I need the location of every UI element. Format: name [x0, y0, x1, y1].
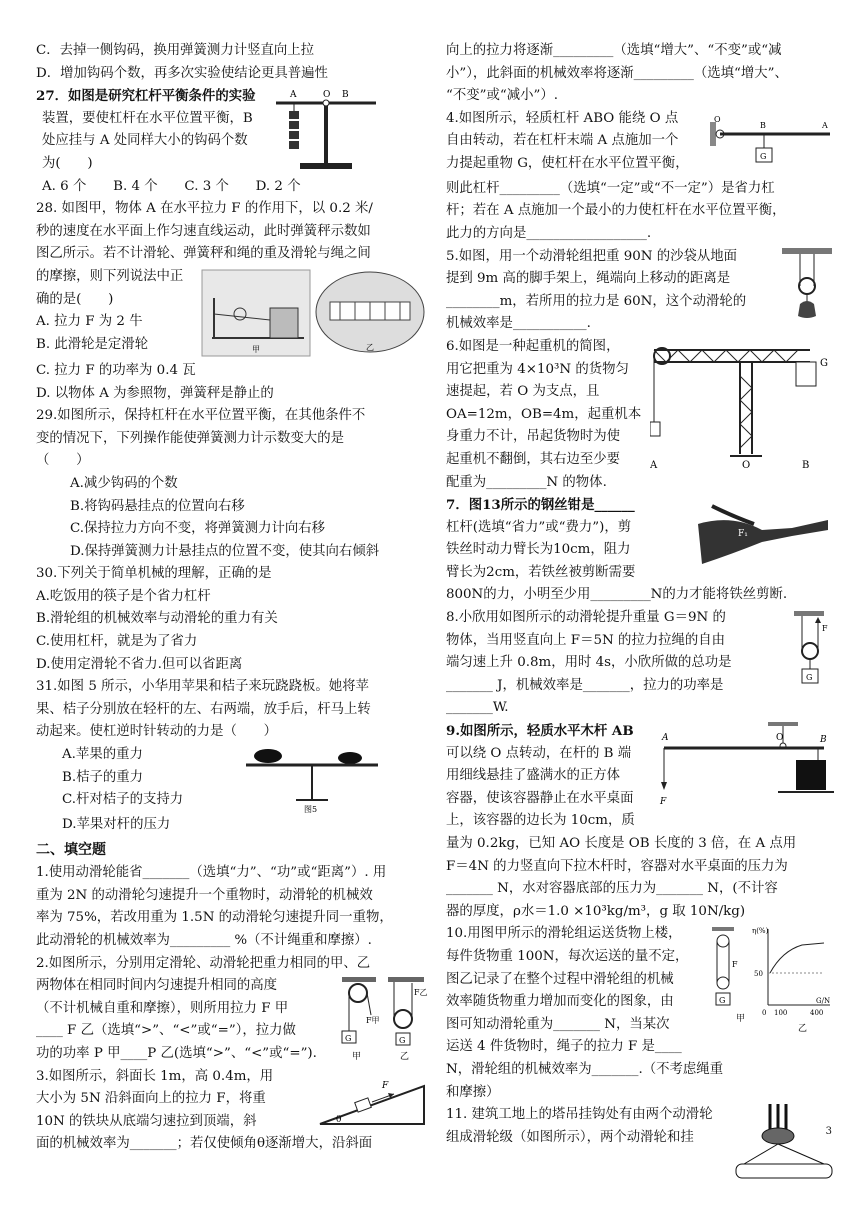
q28-label-jia: 甲: [252, 344, 260, 354]
fill10-line-8: 和摩擦）: [446, 1084, 500, 1100]
fill4-label-b: B: [760, 120, 766, 130]
q26-option-c: C．去掉一侧钩码，换用弹簧测力计竖直向上拉: [36, 43, 315, 58]
fill10-label-100: 100: [774, 1009, 788, 1018]
q27-block: [36, 85, 428, 175]
q30-stem: 30.下列关于简单机械的理解，正确的是: [36, 566, 272, 582]
q27-label-o: O: [323, 90, 331, 101]
fill3-line-4: 面的机械效率为_______；若仅使倾角θ逐渐增大，沿斜面: [36, 1136, 373, 1152]
fill8-block: [446, 607, 834, 720]
fill6-line-5: 身重力不计，吊起货物时为使: [446, 429, 621, 445]
fill11-line-1: 11. 建筑工地上的塔吊挂钩处有由两个动滑轮: [446, 1107, 713, 1123]
fill10-line-4: 效率随货物重力增加而变化的图象，由: [446, 994, 674, 1010]
fill8-label-f: F: [822, 624, 828, 634]
fill10-line-1: 10.用图甲所示的滑轮组运送货物上楼，: [446, 926, 682, 942]
fill7-line-3: 铁丝时动力臂长为10cm，阻力: [446, 542, 631, 558]
q29-option-b: B.将钩码悬挂点的位置向右移: [70, 498, 245, 514]
q31-stem-1: 31.如图 5 所示，小华用苹果和桔子来玩跷跷板。她将苹: [36, 679, 369, 695]
fill2-jia: 甲: [352, 1052, 362, 1063]
fill10-line-3: 图乙记录了在整个过程中滑轮组的机械: [446, 971, 674, 987]
fill4-label-g: G: [760, 151, 767, 161]
fill9-line-9: 器的厚度，ρ水＝1.0 ×10³kg/m³，g 取 10N/kg): [446, 903, 746, 919]
fill9-line-2: 可以绕 O 点转动，在杆的 B 端: [446, 745, 632, 761]
q28-option-d: D. 以物体 A 为参照物，弹簧秤是静止的: [36, 385, 274, 401]
fill4-line-5: 杆；若在 A 点施加一个最小的力使杠杆在水平位置平衡，: [446, 203, 786, 219]
fill11-hook-figure: [734, 1104, 834, 1180]
fill10-block: [446, 923, 834, 1059]
fill11-block: [446, 1104, 834, 1180]
q26-option-d: D．增加钩码个数，再多次实验使结论更具普遍性: [36, 65, 328, 81]
q29-stem-3: （ ）: [36, 453, 90, 469]
q28-figure: [200, 268, 428, 360]
fill2-block: [36, 975, 428, 1065]
q31-stem-3: 动起来。使杠逆时针转动的力是（ ）: [36, 724, 278, 740]
fill3-line-7: “不变”或“减小”）.: [446, 88, 558, 104]
fill7-line-5: 800N的力，小明至少用_________N的力才能将铁丝剪断.: [446, 587, 788, 603]
q28-stem-2: 秒的速度在水平面上作匀速直线运动，此时弹簧秤示数如: [36, 223, 371, 239]
fill8-line-5: _______W.: [446, 700, 509, 716]
fill10-label-eta: η(%): [752, 927, 769, 936]
left-column: [36, 40, 428, 1156]
fill1-line-3: 率为 75%，若改用重为 1.5N 的动滑轮匀速提升同一重物，: [36, 910, 393, 926]
fill7-line-2: 杠杆(选填“省力”或“费力”)，剪: [446, 519, 632, 535]
fill10-label-g: G: [719, 996, 726, 1006]
fill1-line-1: 1.使用动滑轮能省_______（选填“力”、“功”或“距离”）. 用: [36, 865, 387, 881]
fill5-line-3: ________m，若所用的拉力是 60N，这个动滑轮的: [446, 293, 747, 309]
fill6-block: [446, 336, 834, 494]
q27-stem-4: 为( ): [42, 155, 93, 171]
page-number: 3: [825, 1126, 832, 1137]
q30-option-a: A.吃饭用的筷子是个省力杠杆: [36, 588, 211, 604]
fill6-label-b: B: [802, 459, 810, 471]
fill4-lever-figure: [710, 114, 834, 178]
fill10-line-5: 图可知动滑轮重为_______ N，当某次: [446, 1016, 670, 1032]
fill10-label-50: 50: [754, 970, 763, 979]
fill7-line-4: 臂长为2cm，若铁丝被剪断需要: [446, 564, 636, 580]
fill5-block: [446, 246, 834, 336]
q29-option-a: A.减少钩码的个数: [70, 475, 178, 491]
fill4-line-2: 自由转动，若在杠杆末端 A 点施加一个: [446, 133, 679, 149]
fill2-f-jia: F甲: [366, 1016, 380, 1026]
fill4-block: [446, 108, 834, 178]
q29-option-d: D.保持弹簧测力计悬挂点的位置不变，使其向右倾斜: [70, 543, 380, 559]
q27-options: A. 6 个 B. 4 个 C. 3 个 D. 2 个: [42, 178, 301, 194]
q28-stem-1: 28. 如图甲，物体 A 在水平拉力 F 的作用下，以 0.2 米/: [36, 201, 373, 217]
q30-option-c: C.使用杠杆，就是为了省力: [36, 634, 198, 650]
fill10-label-0: 0: [762, 1009, 767, 1018]
fill2-line-5: 功的功率 P 甲____P 乙(选填“>”、“<”或“=”).: [36, 1045, 317, 1061]
fill2-yi: 乙: [400, 1052, 410, 1063]
fill9-block: [446, 720, 834, 833]
fill10-line-6: 运送 4 件货物时，绳子的拉力 F 是____: [446, 1039, 682, 1055]
fill10-label-yi: 乙: [798, 1024, 808, 1035]
q28-stem-5: 确的是( ): [36, 291, 114, 307]
fill2-line-1: 2.如图所示，分别用定滑轮、动滑轮把重力相同的甲、乙: [36, 955, 371, 971]
q28-option-a: A. 拉力 F 为 2 牛: [36, 314, 143, 330]
fill2-line-4: ____ F 乙（选填“>”、“<”或“=”），拉力做: [36, 1023, 296, 1039]
q27-stem-3: 处应挂与 A 处同样大小的钩码个数: [42, 133, 248, 149]
fill8-line-2: 物体，当用竖直向上 F＝5N 的拉力拉绳的自由: [446, 632, 726, 648]
q27-label-a: A: [290, 90, 297, 101]
fill3-block: [36, 1066, 428, 1134]
fill9-line-6: 量为 0.2kg，已知 AO 长度是 OB 长度的 3 倍，在 A 点用: [446, 836, 797, 851]
fill4-label-o: O: [714, 114, 721, 124]
fill11-line-2: 组成滑轮级（如图所示），两个动滑轮和挂: [446, 1129, 694, 1145]
fill2-line-3: （不计机械自重和摩擦），则所用拉力 F 甲: [36, 1000, 289, 1016]
fill8-line-3: 端匀速上升 0.8m，用时 4s，小欣所做的总功是: [446, 655, 732, 671]
fill4-line-3: 力提起重物 G，使杠杆在水平位置平衡，: [446, 155, 689, 171]
fill9-line-8: _______ N，水对容器底部的压力为_______ N，(不计容: [446, 881, 778, 897]
q28-option-b: B. 此滑轮是定滑轮: [36, 336, 149, 352]
q27-lever-figure: [270, 85, 382, 175]
fill4-line-1: 4.如图所示，轻质杠杆 ABO 能绕 O 点: [446, 110, 679, 126]
fill10-figure: [706, 923, 834, 1035]
fill7-line-1: 7．图13所示的钢丝钳是______: [446, 497, 635, 514]
q28-option-c: C. 拉力 F 的功率为 0.4 瓦: [36, 362, 196, 378]
fill6-label-o: O: [742, 459, 751, 471]
fill3-line-5: 向上的拉力将逐渐_________（选填“增大”、“不变”或“减: [446, 43, 782, 58]
right-column: [446, 40, 834, 1180]
q27-stem-2: 装置，要使杠杆在水平位置平衡，B: [42, 110, 253, 126]
q31-option-d: D.苹果对杆的压力: [62, 817, 171, 833]
q31-seesaw-figure: [238, 744, 388, 814]
q29-stem-2: 变的情况下，下列操作能使弹簧测力计示数变大的是: [36, 430, 344, 446]
fill2-line-2: 两物体在相同时间内匀速提升相同的高度: [36, 978, 278, 994]
q27-label-b: B: [342, 90, 349, 101]
fill3-label-theta: θ: [336, 1114, 342, 1125]
q27-stem-1: 27．如图是研究杠杆平衡条件的实验: [36, 88, 256, 105]
fill5-line-2: 提到 9m 高的脚手架上，绳端向上移动的距离是: [446, 271, 731, 287]
fill10-label-400: 400: [810, 1009, 824, 1018]
fill9-label-b: B: [820, 735, 827, 746]
fill6-crane-figure: [650, 336, 834, 472]
q30-option-b: B.滑轮组的机械效率与动滑轮的重力有关: [36, 611, 278, 627]
fill4-line-4: 则此杠杆_________（选填“一定”或“不一定”）是省力杠: [446, 180, 775, 196]
fill6-line-7: 配重为_________N 的物体.: [446, 474, 607, 490]
q28-label-yi: 乙: [366, 342, 374, 352]
fill9-line-4: 容器，使该容器静止在水平桌面: [446, 790, 634, 806]
fill10-label-f: F: [732, 960, 738, 970]
fill5-line-4: 机械效率是___________.: [446, 316, 591, 332]
fill9-lever-figure: [658, 720, 834, 816]
fill8-line-4: _______ J，机械效率是_______，拉力的功率是: [446, 677, 724, 693]
fill2-g2: G: [399, 1036, 406, 1046]
fill10-label-gn: G/N: [816, 997, 831, 1006]
fill7-block: [446, 494, 834, 584]
fill6-line-3: 速提起，若 O 为支点，且: [446, 384, 600, 400]
fill8-line-1: 8.小欣用如图所示的动滑轮提升重量 G＝9N 的: [446, 610, 726, 626]
q31-option-b: B.桔子的重力: [62, 769, 144, 785]
fill8-pulley-figure: [792, 607, 834, 697]
fill5-line-1: 5.如图，用一个动滑轮组把重 90N 的沙袋从地面: [446, 248, 738, 264]
fill9-label-o: O: [776, 733, 784, 744]
fill2-f-yi: F乙: [414, 988, 428, 998]
fill3-label-f: F: [382, 1080, 389, 1091]
fill6-line-4: OA=12m，OB=4m，起重机本: [446, 406, 642, 422]
q29-option-c: C.保持拉力方向不变，将弹簧测力计向右移: [70, 521, 326, 537]
fill6-label-a: A: [650, 459, 658, 471]
fill3-incline-figure: [316, 1072, 428, 1130]
fill3-line-2: 大小为 5N 沿斜面向上的拉力 F，将重: [36, 1091, 266, 1107]
fill5-pulley-figure: [780, 246, 834, 322]
fill9-label-f: F: [660, 797, 667, 808]
q28-block: [36, 266, 428, 360]
q31-block: [36, 744, 428, 814]
fill8-label-g: G: [806, 673, 813, 683]
q31-option-a: A.苹果的重力: [62, 747, 143, 763]
fill3-line-3: 10N 的铁块从底端匀速拉到顶端，斜: [36, 1113, 257, 1129]
fill6-line-6: 起重机不翻倒，其右边至少要: [446, 451, 621, 467]
fill1-line-4: 此动滑轮的机械效率为_________ %（不计绳重和摩擦）.: [36, 933, 372, 948]
fill10-line-2: 每件货物重 100N，每次运送的量不定，: [446, 948, 689, 964]
fill9-line-7: F＝4N 的力竖直向下拉木杆时，容器对水平桌面的压力为: [446, 858, 788, 874]
fill7-label-f1: F₁: [738, 529, 748, 540]
fill6-line-2: 用它把重为 4×10³N 的货物匀: [446, 361, 629, 377]
q28-stem-3: 图乙所示。若不计滑轮、弹簧秤和绳的重及滑轮与绳之间: [36, 246, 371, 262]
fill7-pliers-figure: [692, 494, 834, 578]
fill6-label-g: G: [820, 357, 828, 369]
fill9-line-5: 上，该容器的边长为 10cm，质: [446, 813, 635, 829]
fill3-line-6: 小”），此斜面的机械效率将逐渐_________（选填“增大”、: [446, 65, 788, 81]
fill9-line-3: 用细线悬挂了盛满水的正方体: [446, 768, 621, 784]
q31-stem-2: 果、桔子分别放在轻杆的左、右两端，放手后，杆马上转: [36, 701, 371, 717]
q31-option-c: C.杆对桔子的支持力: [62, 792, 184, 808]
section-heading-fill-in: 二、填空题: [36, 841, 106, 858]
q31-caption: 图5: [304, 805, 318, 815]
fill9-line-1: 9.如图所示，轻质水平木杆 AB: [446, 723, 634, 740]
fill10-label-jia: 甲: [736, 1014, 746, 1025]
fill2-pulley-figure: [338, 975, 428, 1063]
fill9-label-a: A: [662, 733, 669, 744]
fill10-line-7: N，滑轮组的机械效率为_______.（不考虑绳重: [446, 1061, 724, 1077]
fill4-line-6: 此力的方向是__________________.: [446, 225, 652, 241]
q28-stem-4: 的摩擦，则下列说法中正: [36, 268, 184, 284]
fill3-line-1: 3.如图所示，斜面长 1m，高 0.4m，用: [36, 1068, 274, 1084]
fill2-g1: G: [345, 1034, 352, 1044]
q29-stem-1: 29.如图所示，保持杠杆在水平位置平衡，在其他条件不: [36, 408, 366, 424]
fill6-line-1: 6.如图是一种起重机的简图，: [446, 338, 620, 354]
fill4-label-a: A: [822, 120, 828, 130]
fill1-line-2: 重为 2N 的动滑轮匀速提升一个重物时，动滑轮的机械效: [36, 887, 373, 903]
q30-option-d: D.使用定滑轮不省力.但可以省距离: [36, 656, 243, 672]
